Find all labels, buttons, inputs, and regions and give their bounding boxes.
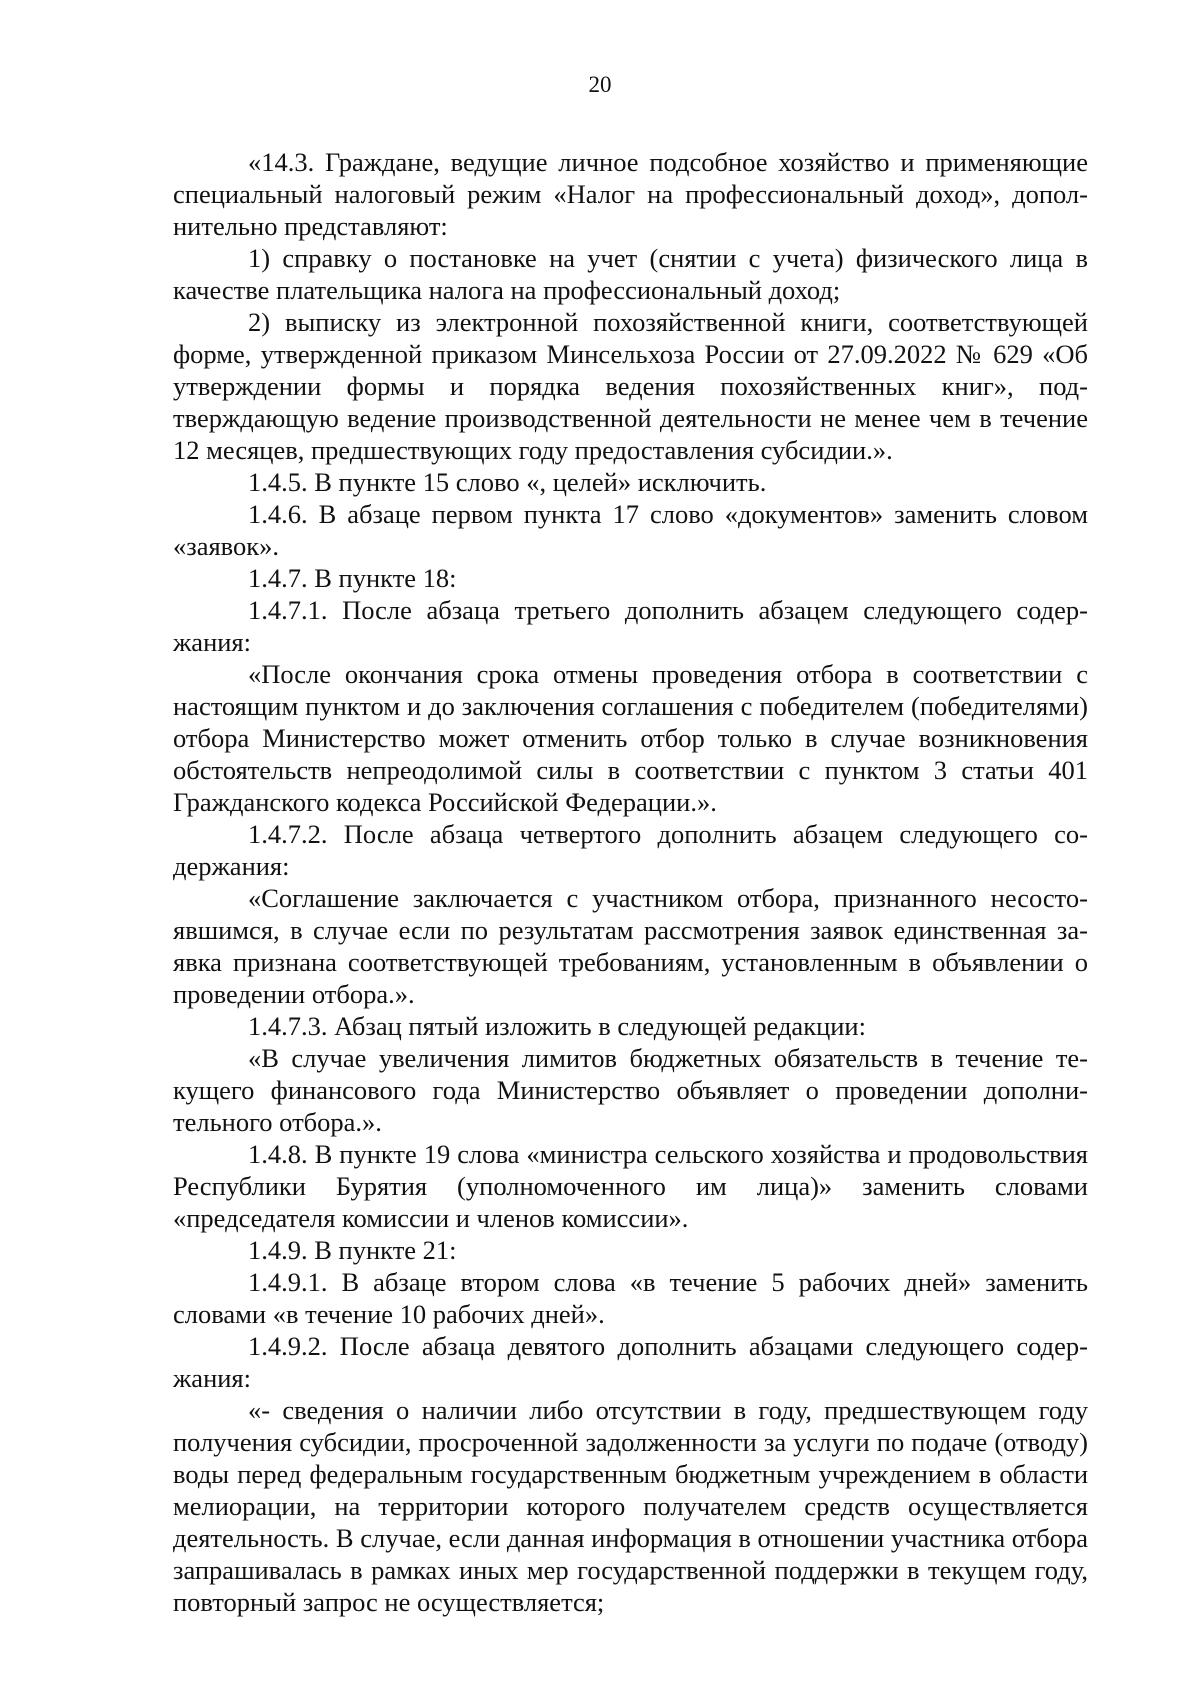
paragraph-1-4-9: 1.4.9. В пункте 21: xyxy=(248,1235,457,1265)
paragraph-1-4-6: 1.4.6. В абзаце первом пункта 17 слово «документов» заменить словом «заявок». xyxy=(173,499,1088,561)
paragraph-item-2: 2) выписку из электронной похозяйственной книги, соответствующей форме, утвержденной приказом Минсельхоза России от 27.09.2022 № 629 «Об утверждении формы и порядка ведения похозяйственных книг», подтверждающую ведение производственной деятельности не менее чем в течение 12 месяцев, предшествующих году предоставления субсидии.». xyxy=(173,307,1088,465)
paragraph-1-4-8: 1.4.8. В пункте 19 слова «министра сельского хозяйства и продовольствия Республики Бурятия (уполномоченного им лица)» заменить словами «председателя комиссии и членов комиссии». xyxy=(173,1139,1088,1233)
paragraph-1-4-7: 1.4.7. В пункте 18: xyxy=(248,563,457,593)
paragraph-1-4-7-2: 1.4.7.2. После абзаца четвертого дополнить абзацем следующего содержания: xyxy=(173,819,1088,881)
paragraph-1-4-9-1: 1.4.9.1. В абзаце втором слова «в течение 5 рабочих дней» заменить словами «в течение 10 рабочих дней». xyxy=(173,1267,1088,1329)
paragraph-quote-agreement: «Соглашение заключается с участником отбора, признанного несостоявшимся, в случае если по результатам рассмотрения заявок единственная заявка признана соответствующей требованиям, установленным в объявлении о проведении отбора.». xyxy=(173,883,1088,1009)
document-body xyxy=(173,146,1088,1618)
paragraph-1-4-5: 1.4.5. В пункте 15 слово «, целей» исключить. xyxy=(248,467,767,497)
paragraph-quote-otbor-cancel: «После окончания срока отмены проведения отбора в соответствии с настоящим пунктом и до заключения соглашения с победителем (победителями) отбора Министерство может отменить отбор только в случае возникновения обстоятельств непреодолимой силы в соответствии с пунктом 3 статьи 401 Гражданского кодекса Российской Федерации.». xyxy=(173,659,1088,817)
paragraph-item-1: 1) справку о постановке на учет (снятии с учета) физического лица в качестве плательщика налога на профессиональный доход; xyxy=(173,243,1088,305)
paragraph-1-4-7-1: 1.4.7.1. После абзаца третьего дополнить абзацем следующего содержания: xyxy=(173,595,1088,657)
page-number: 20 xyxy=(588,72,612,97)
paragraph-1-4-9-2: 1.4.9.2. После абзаца девятого дополнить абзацами следующего содержания: xyxy=(173,1331,1088,1393)
paragraph-1-4-7-3: 1.4.7.3. Абзац пятый изложить в следующей редакции: xyxy=(248,1011,866,1041)
paragraph-quote-limits: «В случае увеличения лимитов бюджетных обязательств в течение текущего финансового года Министерство объявляет о проведении дополнительного отбора.». xyxy=(173,1043,1088,1137)
paragraph-14-3: «14.3. Граждане, ведущие личное подсобное хозяйство и применяющие специальный налоговый режим «Налог на профессиональный доход», дополнительно представляют: xyxy=(173,147,1088,241)
paragraph-quote-water-debt: «- сведения о наличии либо отсутствии в году, предшествующем году получения субсидии, просроченной задолженности за услуги по подаче (отводу) воды перед федеральным государственным бюджетным учреждением в области мелиорации, на территории которого получателем средств осуществляется деятельность. В случае, если данная информация в отношении участника отбора запрашивалась в рамках иных мер государственной поддержки в текущем году, повторный запрос не осуществляется; xyxy=(173,1395,1088,1617)
